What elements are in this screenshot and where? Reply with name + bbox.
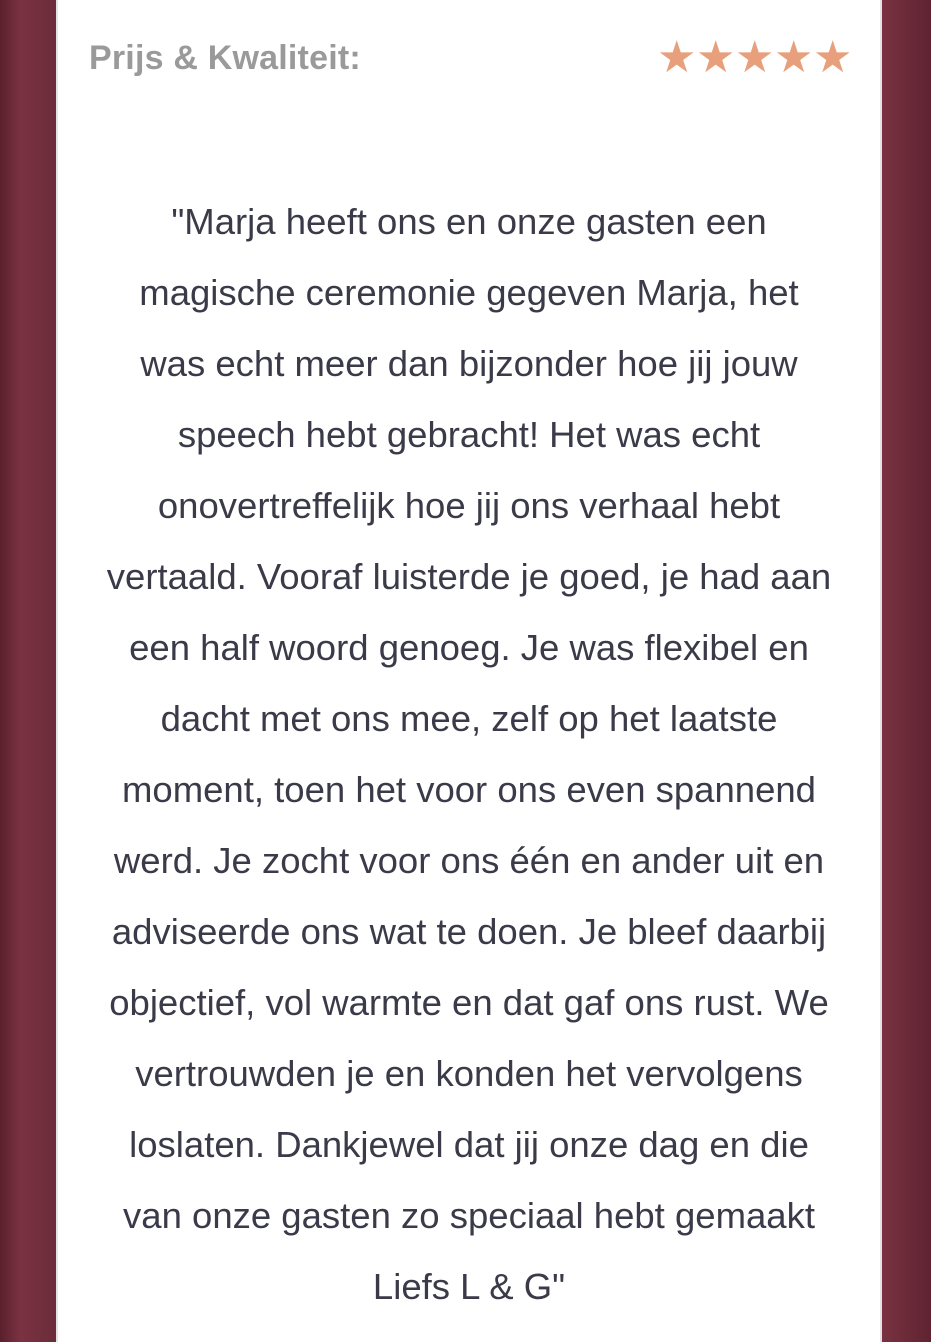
review-line: dacht met ons mee, zelf op het laatste	[160, 698, 778, 739]
review-line: van onze gasten zo speciaal hebt gemaakt	[123, 1195, 815, 1236]
rating-label: Prijs & Kwaliteit:	[89, 38, 361, 77]
review-line: Liefs L & G"	[372, 1266, 566, 1307]
star-rating	[657, 33, 853, 82]
review-text	[66, 186, 872, 1322]
star-icon: ★	[735, 33, 775, 82]
review-line: speech hebt gebracht! Het was echt	[177, 414, 761, 455]
review-line: onovertreffelijk hoe jij ons verhaal hebt	[157, 485, 781, 526]
rating-row	[89, 34, 852, 82]
review-line: adviseerde ons wat te doen. Je bleef daarbij	[111, 911, 827, 952]
star-icon: ★	[696, 33, 736, 82]
review-line: vertaald. Vooraf luisterde je goed, je had aan	[106, 556, 832, 597]
review-line: magische ceremonie gegeven Marja, het	[139, 272, 799, 313]
star-icon: ★	[813, 33, 853, 82]
review-line: "Marja heeft ons en onze gasten een	[171, 201, 767, 242]
review-line: loslaten. Dankjewel dat jij onze dag en die	[129, 1124, 809, 1165]
review-line: objectief, vol warmte en dat gaf ons rust. We	[109, 982, 829, 1023]
review-line: werd. Je zocht voor ons één en ander uit en	[113, 840, 825, 881]
review-card	[56, 0, 882, 1342]
star-icon: ★	[657, 33, 697, 82]
review-line: een half woord genoeg. Je was flexibel en	[129, 627, 809, 668]
review-line: vertrouwden je en konden het vervolgens	[135, 1053, 803, 1094]
page-edge-right	[882, 0, 931, 1342]
review-line: was echt meer dan bijzonder hoe jij jouw	[140, 343, 798, 384]
star-icon: ★	[774, 33, 814, 82]
review-line: moment, toen het voor ons even spannend	[122, 769, 816, 810]
